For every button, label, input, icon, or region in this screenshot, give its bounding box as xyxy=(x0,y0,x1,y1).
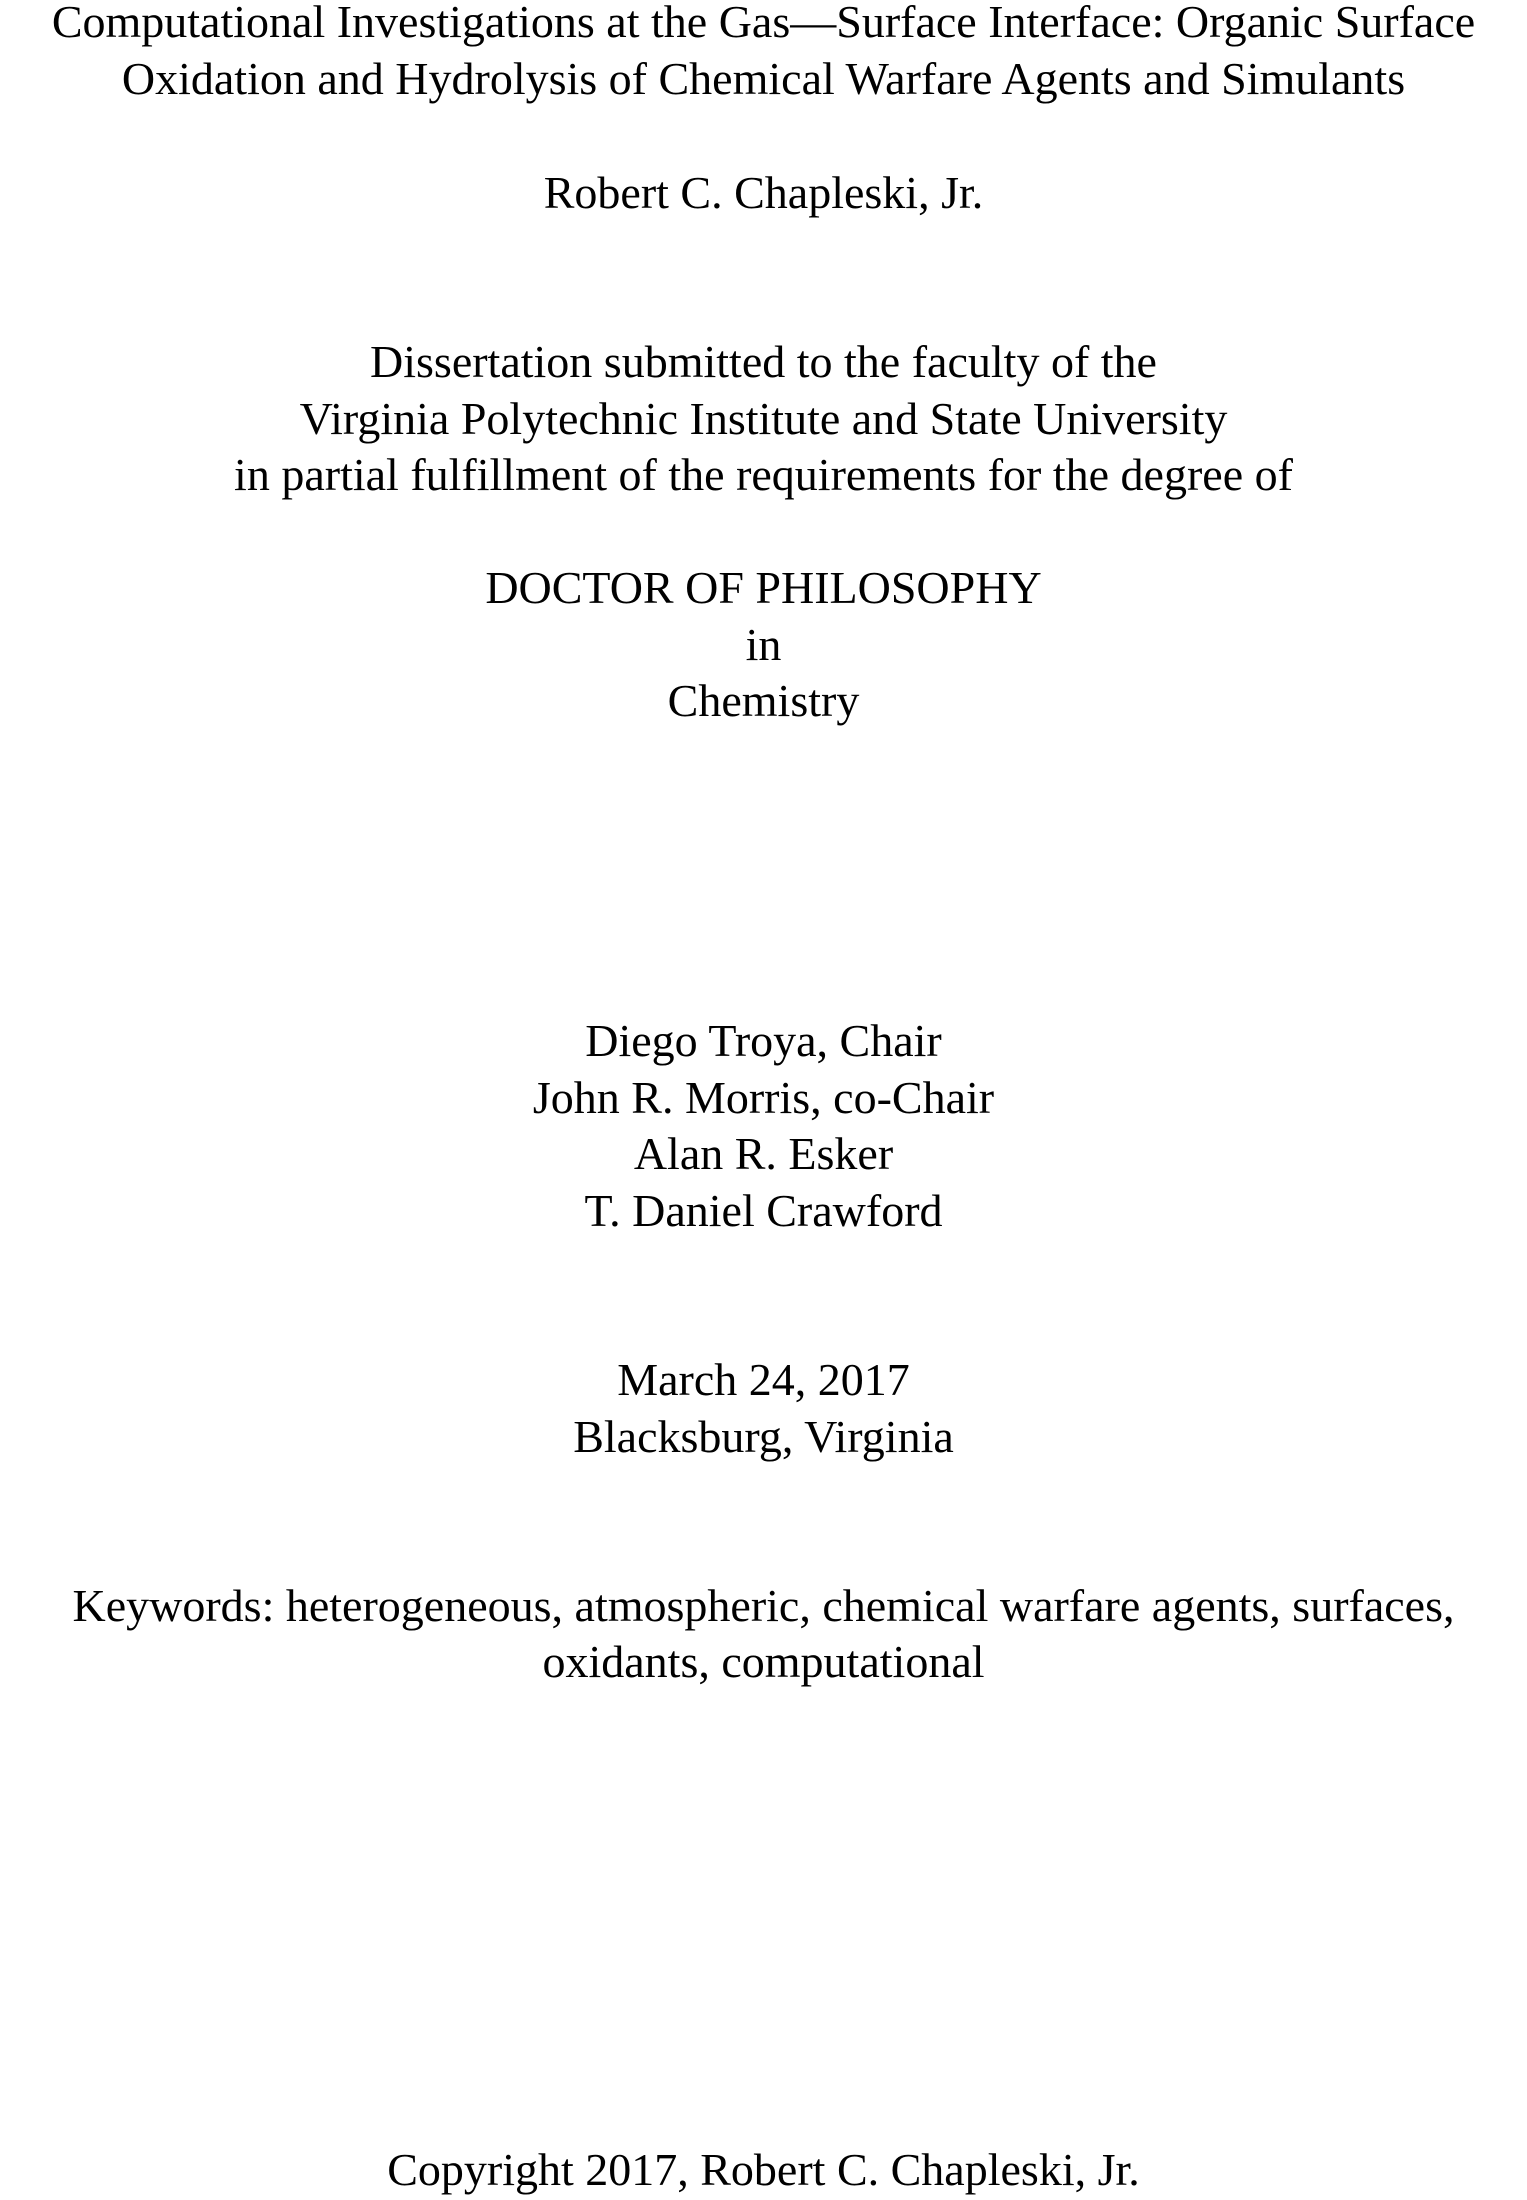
defense-location: Blacksburg, Virginia xyxy=(573,1411,954,1462)
copyright-notice: Copyright 2017, Robert C. Chapleski, Jr. xyxy=(387,2144,1140,2195)
committee-member-chair: Diego Troya, Chair xyxy=(585,1015,942,1066)
degree-field: Chemistry xyxy=(667,675,860,726)
degree-name: DOCTOR OF PHILOSOPHY xyxy=(485,562,1042,613)
committee-member: T. Daniel Crawford xyxy=(584,1185,943,1236)
committee-member-co-chair: John R. Morris, co-Chair xyxy=(532,1072,995,1123)
title-line-1: Computational Investigations at the Gas—Surface Interface: Organic Surface xyxy=(51,0,1476,47)
degree-connector: in xyxy=(745,619,782,670)
committee-member: Alan R. Esker xyxy=(633,1128,894,1179)
keywords-line-2: oxidants, computational xyxy=(542,1636,985,1687)
keywords-line-1: Keywords: heterogeneous, atmospheric, chemical warfare agents, surfaces, xyxy=(72,1580,1455,1631)
submission-line-1: Dissertation submitted to the faculty of the xyxy=(370,336,1157,387)
title-line-2: Oxidation and Hydrolysis of Chemical Warfare Agents and Simulants xyxy=(121,53,1406,104)
submission-line-3: in partial fulfillment of the requirements for the degree of xyxy=(234,449,1293,500)
submission-line-2: Virginia Polytechnic Institute and State University xyxy=(299,393,1228,444)
defense-date: March 24, 2017 xyxy=(617,1354,910,1405)
author-name: Robert C. Chapleski, Jr. xyxy=(543,167,984,218)
